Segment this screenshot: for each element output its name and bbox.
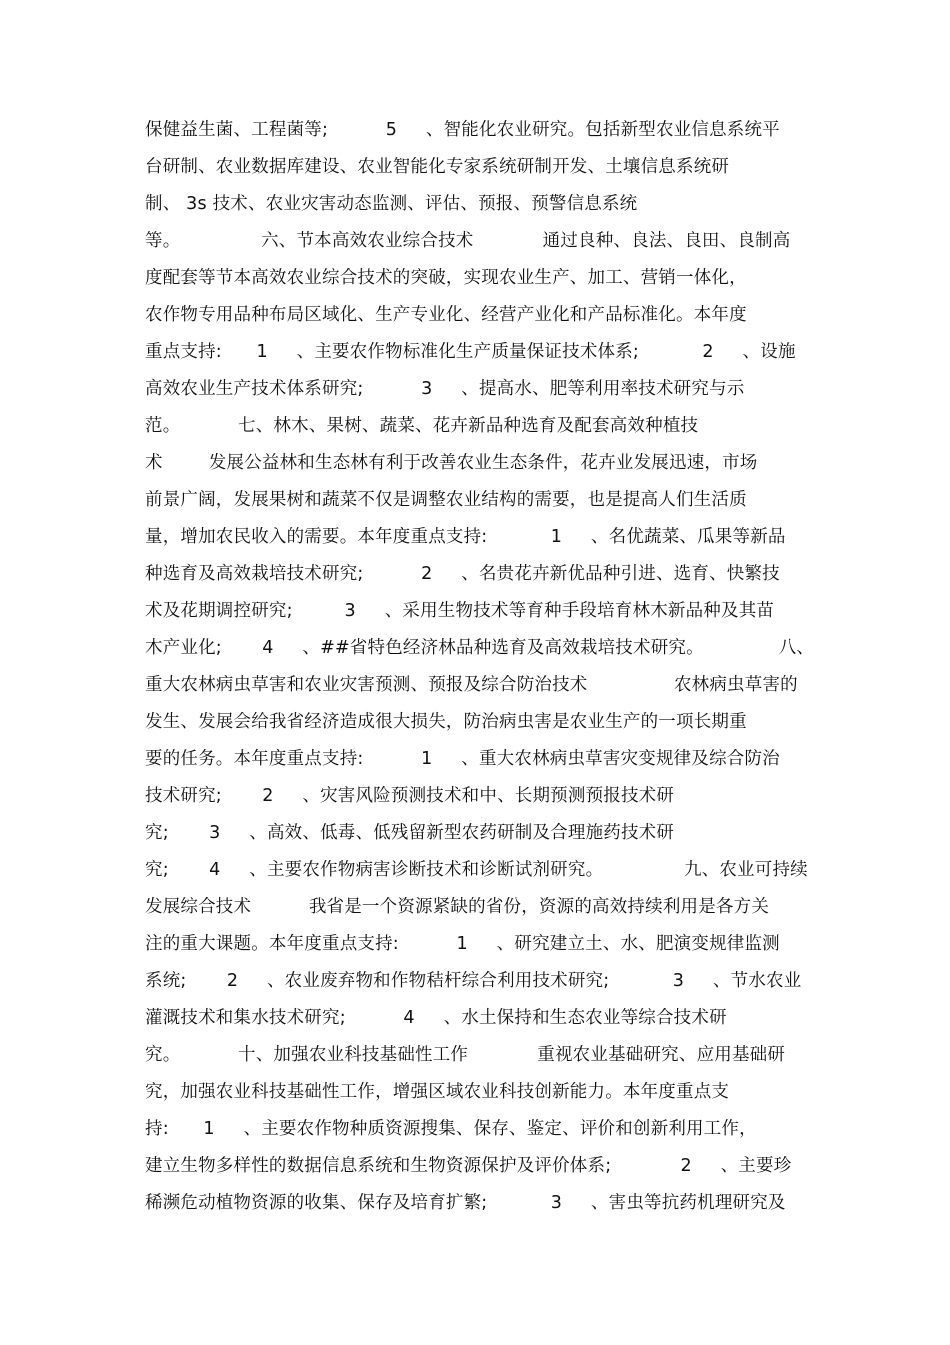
text-line: 究，加强农业科技基础性工作，增强区域农业科技创新能力。本年度重点支 [145,1082,730,1102]
text-line: 究; 4 、主要农作物病害诊断技术和诊断试剂研究。 九、农业可持续 [145,860,808,880]
text-line: 度配套等节本高效农业综合技术的突破，实现农业生产、加工、营销一体化， [145,268,747,288]
text-line: 究。 十、加强农业科技基础性工作 重视农业基础研究、应用基础研 [145,1045,786,1065]
text-line: 保健益生菌、工程菌等; 5 、智能化农业研究。包括新型农业信息系统平 [145,120,780,140]
text-line: 量，增加农民收入的需要。本年度重点支持: 1 、名优蔬菜、瓜果等新品 [145,527,786,547]
text-line: 持: 1 、主要农作物种质资源搜集、保存、鉴定、评价和创新利用工作， [145,1119,757,1139]
text-line: 术及花期调控研究; 3 、采用生物技术等育种手段培育林木新品种及其苗 [145,601,775,621]
text-line: 前景广阔，发展果树和蔬菜不仅是调整农业结构的需要，也是提高人们生活质 [145,490,747,510]
text-line: 技术研究; 2 、灾害风险预测技术和中、长期预测预报技术研 [145,786,675,806]
text-line: 等。 六、节本高效农业综合技术 通过良种、良法、良田、良制高 [145,231,791,251]
text-line: 注的重大课题。本年度重点支持: 1 、研究建立土、水、肥演变规律监测 [145,934,780,954]
text-line: 术 发展公益林和生态林有利于改善农业生态条件，花卉业发展迅速，市场 [145,453,758,473]
text-line: 重大农林病虫草害和农业灾害预测、预报及综合防治技术 农林病虫草害的 [145,675,798,695]
text-line: 建立生物多样性的数据信息系统和生物资源保护及评价体系; 2 、主要珍 [145,1156,792,1176]
text-line: 木产业化; 4 、##省特色经济林品种选育及高效栽培技术研究。 八、 [145,638,815,658]
text-line: 台研制、农业数据库建设、农业智能化专家系统研制开发、土壤信息系统研 [145,157,730,177]
text-line: 系统; 2 、农业废弃物和作物秸杆综合利用技术研究; 3 、节水农业 [145,971,802,991]
text-line: 制、 3s 技术、农业灾害动态监测、评估、预报、预警信息系统 [145,194,638,214]
text-line: 种选育及高效栽培技术研究; 2 、名贵花卉新优品种引进、选育、快繁技 [145,564,780,584]
text-line: 灌溉技术和集水技术研究; 4 、水土保持和生态农业等综合技术研 [145,1008,727,1028]
text-line: 稀濒危动植物资源的收集、保存及培育扩繁; 3 、害虫等抗药机理研究及 [145,1193,786,1213]
text-line: 重点支持: 1 、主要农作物标准化生产质量保证技术体系; 2 、设施 [145,342,796,362]
text-line: 高效农业生产技术体系研究; 3 、提高水、肥等利用率技术研究与示 [145,379,745,399]
text-line: 发生、发展会给我省经济造成很大损失，防治病虫害是农业生产的一项长期重 [145,712,747,732]
text-line: 究; 3 、高效、低毒、低残留新型农药研制及合理施药技术研 [145,823,675,843]
text-line: 发展综合技术 我省是一个资源紧缺的省份，资源的高效持续利用是各方关 [145,897,770,917]
text-line: 范。 七、林木、果树、蔬菜、花卉新品种选育及配套高效种植技 [145,416,699,436]
text-line: 农作物专用品种布局区域化、生产专业化、经营产业化和产品标准化。本年度 [145,305,747,325]
text-line: 要的任务。本年度重点支持: 1 、重大农林病虫草害灾变规律及综合防治 [145,749,780,769]
